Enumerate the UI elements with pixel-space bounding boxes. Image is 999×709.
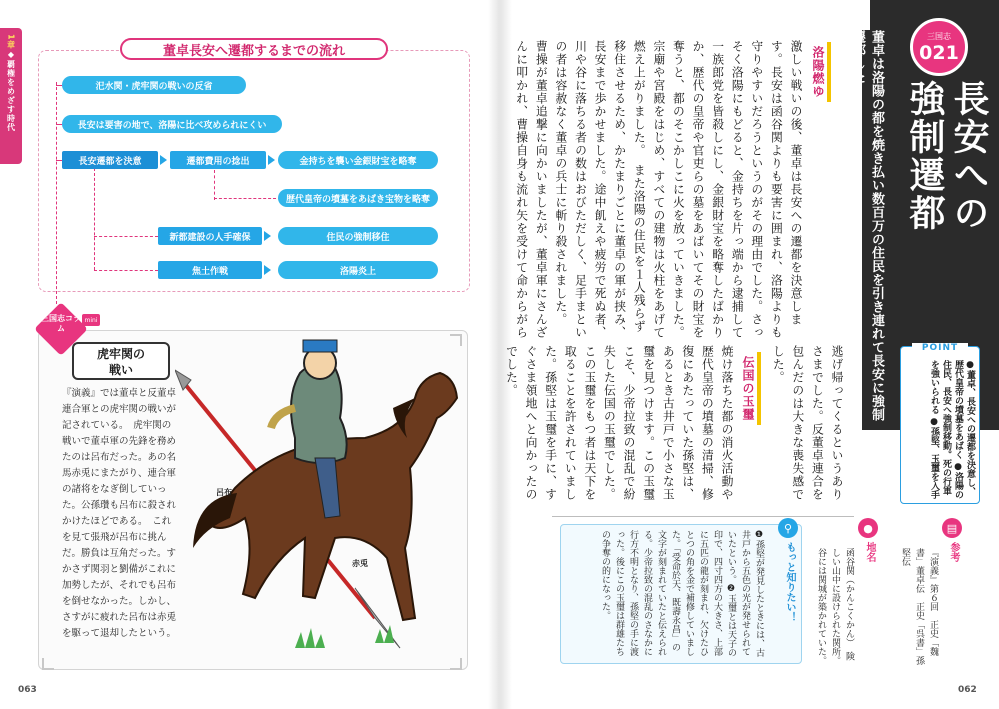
flow-box-4: 遷都費用の捻出 [170, 151, 266, 169]
note-place-text: 函谷関（かんこくかん） 険しい山中に設けられた関所。谷には関城が築かれていた。 [816, 548, 854, 665]
badge-number: 021 [919, 42, 959, 64]
subtitle: 董卓は洛陽の都を焼き払い数百万の住民を引き連れて長安に強制遷都した [862, 30, 886, 430]
flow-box-1: 汜水関・虎牢関の戦いの反省 [62, 76, 246, 94]
mini-tag: mini [82, 314, 100, 326]
note-more-text: ❶孫堅が発見したときには、古井戸から五色の光が発せられていたという。❷玉璽とは天子の印で、四寸四方の大きさ、上部に五匹の龍が刻まれ、欠けたひとつの角を金で補修していました。「受命於天、既壽永昌」の文字が刻まれていたと伝えられる。少帝拉致の混乱のさなかに行方不明となり、孫堅の手に渡った。後にこの玉璽は群雄たちの争奪の的になった。 [600, 530, 764, 657]
section-heading-1: 洛陽燃ゆ [810, 42, 831, 102]
arrow-icon [268, 155, 275, 165]
arrow-icon [160, 155, 167, 165]
magnifier-icon: ⚲ [778, 518, 798, 538]
flow-box-9: 焦土作戦 [158, 261, 262, 279]
column-heading-line1: 虎牢関の [96, 347, 145, 361]
divider [552, 516, 854, 517]
flow-box-5: 金持ちを襲い金銀財宝を略奪 [278, 151, 438, 169]
arrow-icon [264, 265, 271, 275]
flow-connector [94, 168, 95, 270]
note-more-head: もっと知りたい！ [784, 542, 795, 622]
label-lubu: 呂布 [216, 488, 232, 497]
flowchart-title: 董卓長安へ遷都するまでの流れ [120, 38, 388, 60]
chapter-tab [0, 28, 22, 164]
note-reference-head: 参考 [948, 542, 959, 562]
flow-connector [94, 270, 158, 271]
note-reference-text: 『演義』第６回 正史「魏書」董卓伝 正史「呉書」孫堅伝 [900, 548, 938, 665]
point-label: POINT [912, 343, 968, 355]
note-place-head: 地名 [864, 542, 875, 562]
section-badge [910, 18, 968, 76]
book-icon: ▤ [942, 518, 962, 538]
flow-box-6: 歴代皇帝の墳墓をあばき宝物を略奪 [278, 189, 438, 207]
chapter-number: 1章 [6, 34, 16, 50]
point-text: ●董卓、長安への遷都を決意し、歴代皇帝の墳墓をあばく ●洛陽の住民、長安へ強制移動。死の行軍を強いられる ●孫堅、玉璽を入手 [929, 360, 975, 500]
flow-connector [94, 236, 158, 237]
column-heading [72, 342, 170, 380]
column-text: 『演義』では董卓と反董卓連合軍との虎牢関の戦いが記されている。 虎牢関の戦いで董卓軍の先鋒を務めたのは呂布だった。あの名馬赤兎にまたがり、連合軍の諸将をなぎ倒していった。公孫瓚も呂布に殺されかけたほどである。 これを見て張飛が呂布に挑んだ。勝負は互角だった。すかさず関羽と劉備がこれに加勢したが、それでも呂布を倒せなかった。しかし、さすがに疲れた呂布は赤兎を駆って退却したという。 [62, 388, 177, 639]
corner-ornament [42, 658, 54, 670]
flow-box-3: 長安遷都を決意 [62, 151, 158, 169]
arrow-icon [264, 231, 271, 241]
column-badge-label: 三国志コラム [41, 314, 81, 333]
section-heading-2: 伝国の玉璽 [740, 352, 761, 425]
section-body-1: 激しい戦いの後、董卓は長安への遷都を決意します。長安は函谷関よりも要害に囲まれ、洛陽よりも守りやすいだろうというのがその理由でした。さっそく洛陽にもどると、金持ちを片っ端から逮捕して一族郎党を皆殺しにし、金銀財宝を略奪したばかりか、歴代の皇帝や官吏らの墓をあばいてその財宝を奪うと、都のそこかしこに火を放っていきました。宗廟や宮殿をはじめ、すべての建物は火柱をあげて燃え上がりました。 また洛陽の住民を１人残らず移住させるため、かたまりごとに董卓の軍が挟み、長安まで歩かせました。途中飢えや疲労で死ぬ者、川や谷に落ちる者の数はおびただしく、足手まといの者は容赦なく董卓の兵士に斬り殺されました。 曹操が董卓追撃に向かいましたが、董卓軍にさんざんに叩かれ、曹操自身も流れ矢を受けて命からがら [514, 40, 803, 339]
flow-box-7: 新都建設の人手確保 [158, 227, 262, 245]
label-chitu: 赤兎 [352, 559, 368, 568]
section-body-2: 焼け落ちた都の消火活動や歴代皇帝の墳墓の清掃、修復にあたっていた孫堅は、あるとき古井戸で小さな玉璽を見つけます。この玉璽こそ、少帝拉致の混乱で紛失した伝国の玉璽でした。この玉璽をもつ者は天下を取ることを許されていました。孫堅は玉璽を手に、すぐさま領地へと向かったのでした。 [504, 345, 734, 501]
chapter-text: ◆覇権をめざす時代 [6, 49, 16, 132]
flow-box-2: 長安は要害の地で、洛陽に比べ攻められにくい [62, 115, 282, 133]
flow-box-8: 住民の強制移住 [278, 227, 438, 245]
location-pin-icon: ● [858, 518, 878, 538]
badge-top: 三国志 [927, 32, 951, 41]
flow-connector [56, 82, 57, 304]
page-number-right: 062 [958, 685, 977, 695]
flow-connector [214, 170, 215, 200]
page-title: 長安への強制遷都 [904, 80, 989, 232]
section-body-2a: 逃げ帰ってくるというありさまでした。反董卓連合を包んだのは大きな喪失感でした。 [771, 345, 844, 501]
column-heading-line2: 戦い [108, 363, 133, 377]
page-number-left: 063 [18, 685, 37, 695]
flow-box-10: 洛陽炎上 [278, 261, 438, 279]
flow-connector [214, 198, 276, 199]
